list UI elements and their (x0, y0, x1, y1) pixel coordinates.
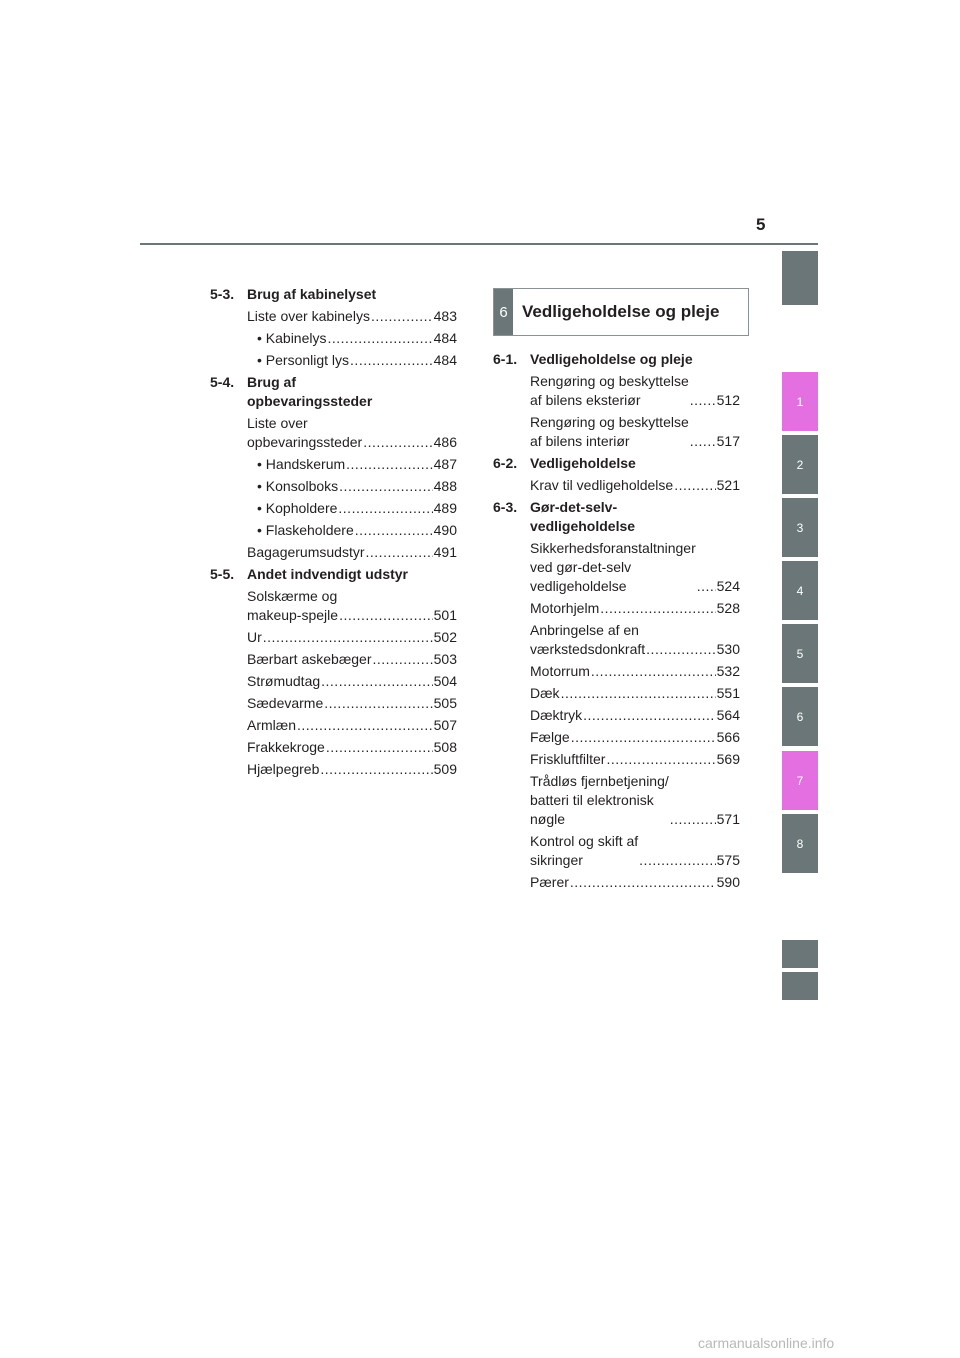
toc-entry-label: Frakkekroge (247, 739, 325, 755)
toc-entry[interactable] (493, 662, 740, 681)
dot-leader (321, 672, 433, 691)
toc-entry[interactable] (210, 329, 457, 348)
toc-entry-label: Fælge (530, 729, 570, 745)
dot-leader (674, 476, 715, 495)
dot-leader (561, 684, 716, 703)
dot-leader (570, 873, 716, 892)
toc-page-number: 508 (433, 739, 457, 755)
toc-page-number: 530 (716, 641, 740, 657)
side-tab-4[interactable] (782, 561, 818, 620)
toc-entry[interactable] (493, 873, 740, 892)
dot-leader (373, 650, 433, 669)
toc-entry[interactable] (210, 414, 457, 452)
toc-page-number: 488 (433, 478, 457, 494)
toc-entry-label: • Kopholdere (257, 500, 338, 516)
toc-right-column (493, 350, 740, 895)
side-tab-label: 6 (796, 709, 804, 724)
dot-leader (591, 662, 716, 681)
toc-page-number: 487 (433, 456, 457, 472)
toc-entry-label: Rengøring og beskyttelse af bilens interiør (530, 414, 689, 449)
dot-leader (346, 455, 432, 474)
side-tab-1[interactable] (782, 372, 818, 431)
dot-leader (600, 599, 715, 618)
toc-entry[interactable] (210, 738, 457, 757)
toc-page-number: 521 (716, 477, 740, 493)
toc-entry[interactable] (493, 706, 740, 725)
toc-entry-label: Anbringelse af en værkstedsdonkraft (530, 622, 646, 657)
toc-entry[interactable] (210, 760, 457, 779)
toc-entry[interactable] (493, 413, 740, 451)
toc-entry-label: Trådløs fjernbetjening/ batteri til elektronisk nøgle (530, 773, 669, 827)
toc-entry-label: Sædevarme (247, 695, 324, 711)
side-tab-8[interactable] (782, 814, 818, 873)
toc-page-number: 512 (716, 392, 740, 408)
toc-entry[interactable] (210, 628, 457, 647)
toc-page-number: 509 (433, 761, 457, 777)
dot-leader (324, 694, 432, 713)
toc-entry-label: Hjælpegreb (247, 761, 320, 777)
toc-page-number: 505 (433, 695, 457, 711)
toc-entry[interactable] (210, 672, 457, 691)
toc-page-number: 517 (716, 433, 740, 449)
toc-entry-label: Armlæn (247, 717, 297, 733)
side-tab-label: 4 (796, 583, 804, 598)
toc-page-number: 503 (433, 651, 457, 667)
side-tab-label: 5 (796, 646, 804, 661)
section-number: 6-3. (493, 499, 518, 515)
toc-page-number: 569 (716, 751, 740, 767)
toc-entry-label: Pærer (530, 874, 569, 890)
toc-page-number: 486 (433, 434, 457, 450)
toc-entry[interactable] (493, 728, 740, 747)
toc-entry-label: Rengøring og beskyttelse af bilens eksteriør (530, 373, 689, 408)
toc-page-number: 590 (716, 874, 740, 890)
toc-entry[interactable] (493, 539, 740, 596)
toc-entry-label: • Kabinelys (257, 330, 327, 346)
toc-entry[interactable] (493, 621, 740, 659)
side-tab-7[interactable] (782, 751, 818, 810)
toc-section-heading[interactable] (493, 498, 740, 536)
dot-leader (366, 543, 433, 562)
dot-leader (670, 810, 716, 829)
toc-entry[interactable] (210, 650, 457, 669)
dot-leader (639, 851, 715, 870)
toc-page-number: 502 (433, 629, 457, 645)
side-tab-label: 1 (796, 394, 804, 409)
toc-entry-label: Motorrum (530, 663, 590, 679)
dot-leader (697, 577, 716, 596)
section-title: Vedligeholdelse (530, 455, 636, 471)
dot-leader (297, 716, 433, 735)
toc-entry[interactable] (210, 307, 457, 326)
chapter-title: Vedligeholdelse og pleje (522, 302, 720, 321)
toc-entry-label: Kontrol og skift af sikringer (530, 833, 639, 868)
dot-leader (339, 606, 433, 625)
toc-entry-label: Dæktryk (530, 707, 583, 723)
toc-entry[interactable] (210, 521, 457, 540)
toc-entry-label: Sikkerhedsforanstaltninger ved gør-det-selv vedligeholdelse (530, 540, 696, 594)
chapter-header[interactable] (493, 288, 749, 336)
dot-leader (326, 738, 433, 757)
toc-page-number: 551 (716, 685, 740, 701)
toc-section-heading[interactable] (210, 373, 457, 411)
toc-entry-label: Ur (247, 629, 262, 645)
side-tab-6[interactable] (782, 687, 818, 746)
toc-entry-label: • Konsolboks (257, 478, 339, 494)
dot-leader (338, 499, 432, 518)
toc-page-number: 566 (716, 729, 740, 745)
dot-leader (571, 728, 716, 747)
toc-section-heading[interactable] (210, 285, 457, 304)
toc-entry[interactable] (493, 372, 740, 410)
side-tab-label: 7 (796, 773, 804, 788)
toc-section-heading[interactable] (493, 350, 740, 369)
toc-page-number: 524 (716, 578, 740, 594)
dot-leader (371, 307, 433, 326)
dot-leader (606, 750, 715, 769)
dot-leader (263, 628, 433, 647)
dot-leader (320, 760, 432, 779)
page-number: 5 (756, 215, 766, 234)
toc-entry-label: • Flaskeholdere (257, 522, 354, 538)
dot-leader (350, 351, 433, 370)
side-tab-top[interactable] (782, 251, 818, 305)
toc-page-number: 491 (433, 544, 457, 560)
side-tab-label: 2 (796, 457, 804, 472)
toc-entry[interactable] (210, 455, 457, 474)
toc-entry[interactable] (493, 772, 740, 829)
side-tab-3[interactable] (782, 498, 818, 557)
dot-leader (328, 329, 433, 348)
toc-entry-label: Liste over opbevaringssteder (247, 415, 363, 450)
toc-entry[interactable] (493, 832, 740, 870)
toc-page-number: 532 (716, 663, 740, 679)
side-tab-2[interactable] (782, 435, 818, 494)
toc-entry[interactable] (210, 587, 457, 625)
toc-section-heading[interactable] (210, 565, 457, 584)
toc-entry[interactable] (210, 351, 457, 370)
header-rule (140, 243, 818, 245)
toc-entry-label: • Handskerum (257, 456, 346, 472)
toc-entry[interactable] (493, 750, 740, 769)
side-tab-index-a[interactable] (782, 940, 818, 968)
toc-page-number: 564 (716, 707, 740, 723)
dot-leader (690, 432, 716, 451)
toc-entry-label: Friskluftfilter (530, 751, 606, 767)
dot-leader (339, 477, 432, 496)
toc-page-number: 504 (433, 673, 457, 689)
toc-entry-label: Dæk (530, 685, 560, 701)
dot-leader (583, 706, 716, 725)
section-number: 6-2. (493, 455, 518, 471)
toc-entry-label: Liste over kabinelys (247, 308, 370, 324)
toc-entry[interactable] (210, 499, 457, 518)
section-title: Andet indvendigt udstyr (247, 566, 408, 582)
toc-entry-label: • Personligt lys (257, 352, 350, 368)
toc-entry-label: Bagagerumsudstyr (247, 544, 365, 560)
side-tab-label: 3 (796, 520, 804, 535)
toc-entry-label: Bærbart askebæger (247, 651, 372, 667)
toc-page-number: 571 (716, 811, 740, 827)
section-number: 6-1. (493, 351, 518, 367)
section-title: Brug af kabinelyset (247, 286, 377, 302)
toc-entry[interactable] (493, 599, 740, 618)
chapter-number-badge: 6 (494, 289, 513, 335)
toc-entry[interactable] (493, 476, 740, 495)
toc-entry[interactable] (210, 543, 457, 562)
section-number: 5-4. (210, 374, 235, 390)
toc-page-number: 484 (433, 330, 457, 346)
dot-leader (363, 433, 432, 452)
toc-entry[interactable] (210, 716, 457, 735)
side-tab-label: 8 (796, 836, 804, 851)
toc-entry[interactable] (210, 477, 457, 496)
dot-leader (355, 521, 433, 540)
toc-entry[interactable] (493, 684, 740, 703)
section-number: 5-5. (210, 566, 235, 582)
toc-page-number: 507 (433, 717, 457, 733)
dot-leader (690, 391, 716, 410)
toc-left-column (210, 285, 457, 782)
watermark: carmanualsonline.info (698, 1335, 835, 1351)
toc-page-number: 528 (716, 600, 740, 616)
toc-entry-label: Solskærme og makeup-spejle (247, 588, 339, 623)
side-tab-index-b[interactable] (782, 972, 818, 1000)
toc-entry-label: Krav til vedligeholdelse (530, 477, 674, 493)
section-number: 5-3. (210, 286, 235, 302)
toc-page-number: 575 (716, 852, 740, 868)
toc-page-number: 483 (433, 308, 457, 324)
toc-entry-label: Strømudtag (247, 673, 321, 689)
section-title: Vedligeholdelse og pleje (530, 351, 693, 367)
toc-entry-label: Motorhjelm (530, 600, 600, 616)
dot-leader (646, 640, 715, 659)
section-title: Brug af opbevaringssteder (247, 374, 373, 409)
section-title: Gør-det-selv- vedligeholdelse (530, 499, 636, 534)
toc-page-number: 484 (433, 352, 457, 368)
toc-page-number: 501 (433, 607, 457, 623)
toc-page-number: 490 (433, 522, 457, 538)
toc-section-heading[interactable] (493, 454, 740, 473)
toc-entry[interactable] (210, 694, 457, 713)
side-tab-5[interactable] (782, 624, 818, 683)
toc-page-number: 489 (433, 500, 457, 516)
